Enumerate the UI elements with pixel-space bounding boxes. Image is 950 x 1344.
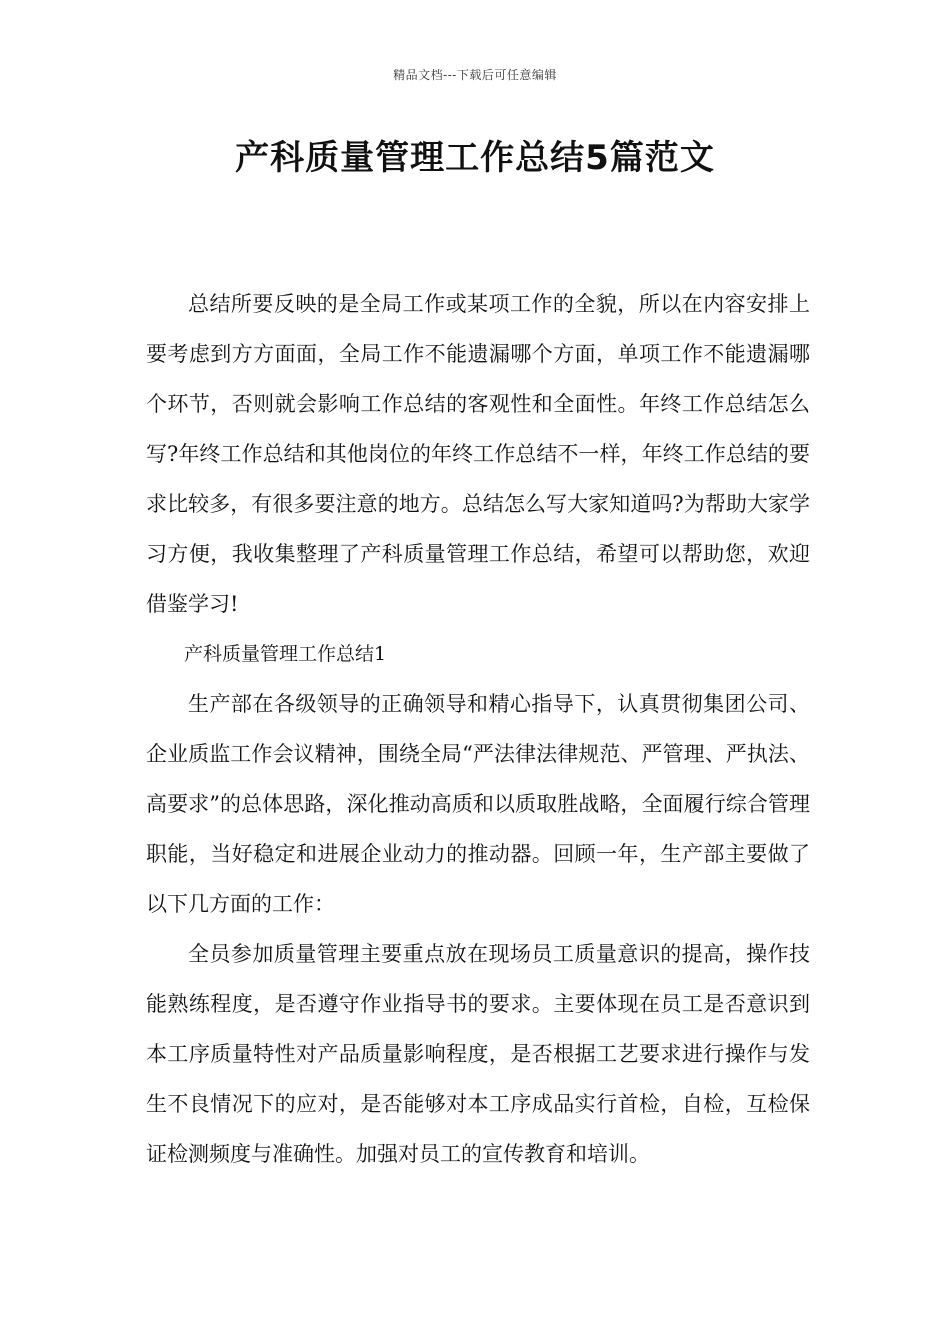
body-paragraph: 全员参加质量管理主要重点放在现场员工质量意识的提高，操作技能熟练程度，是否遵守作业指导书的要求。主要体现在员工是否意识到本工序质量特性对产品质量影响程度，是否根据工艺要求进行操作与发生不良情况下的应对，是否能够对本工序成品实行首检，自检，互检保证检测频度与准确性。加强对员工的宣传教育和培训。	[146, 942, 810, 1166]
document-body	[146, 279, 810, 1179]
section-heading: 产科质量管理工作总结1	[184, 643, 387, 665]
intro-paragraph: 总结所要反映的是全局工作或某项工作的全貌，所以在内容安排上要考虑到方方面面，全局工作不能遗漏哪个方面，单项工作不能遗漏哪个环节，否则就会影响工作总结的客观性和全面性。年终工作总结怎么写?年终工作总结和其他岗位的年终工作总结不一样，年终工作总结的要求比较多，有很多要注意的地方。总结怎么写大家知道吗?为帮助大家学习方便，我收集整理了产科质量管理工作总结，希望可以帮助您，欢迎借鉴学习!	[146, 292, 810, 616]
header-note: 精品文档---下载后可任意编辑	[393, 68, 557, 82]
document-title: 产科质量管理工作总结5篇范文	[235, 138, 715, 178]
body-paragraph: 生产部在各级领导的正确领导和精心指导下，认真贯彻集团公司、企业质监工作会议精神，围绕全局“严法律法律规范、严管理、严执法、高要求”的总体思路，深化推动高质和以质取胜战略，全面履行综合管理职能，当好稳定和进展企业动力的推动器。回顾一年，生产部主要做了以下几方面的工作：	[146, 692, 810, 916]
